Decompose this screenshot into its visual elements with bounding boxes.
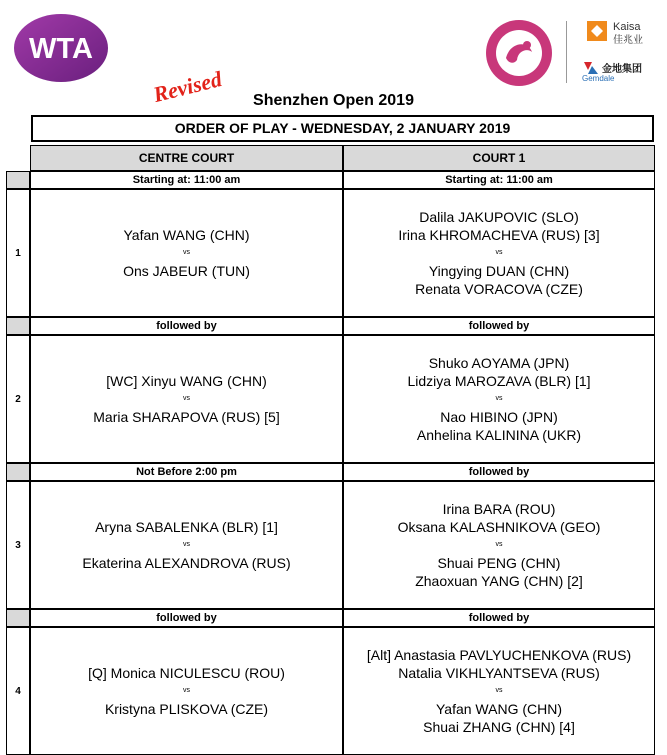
match-number: 1	[6, 189, 30, 317]
player-name: [WC] Xinyu WANG (CHN)	[106, 373, 267, 389]
wta-logo	[13, 12, 110, 85]
match-cell	[30, 335, 343, 463]
time-row-number-cell	[6, 463, 30, 481]
wta-logo-text: WTA	[29, 33, 93, 65]
match-row	[6, 627, 655, 755]
kaisa-cn-text: 佳兆业	[613, 35, 643, 46]
start-time-cell: followed by	[343, 463, 655, 481]
vs-label: vs	[183, 541, 190, 548]
start-time-cell: Starting at: 11:00 am	[30, 171, 343, 189]
start-time-cell: followed by	[30, 609, 343, 627]
schedule-grid	[6, 171, 655, 755]
court-header-court1: COURT 1	[343, 145, 655, 171]
player-name: Irina KHROMACHEVA (RUS) [3]	[398, 227, 600, 243]
kaisa-logo	[585, 18, 665, 48]
time-row	[6, 463, 655, 481]
player-name: Renata VORACOVA (CZE)	[415, 281, 583, 297]
court-header-centre: CENTRE COURT	[30, 145, 343, 171]
vs-label: vs	[495, 541, 503, 548]
vs-label: vs	[495, 687, 503, 694]
sponsor-divider	[566, 21, 567, 83]
time-row	[6, 171, 655, 189]
player-name: Shuai PENG (CHN)	[437, 555, 561, 571]
start-time-cell: followed by	[343, 317, 655, 335]
match-row	[6, 481, 655, 609]
match-row	[6, 335, 655, 463]
player-name: Yafan WANG (CHN)	[435, 701, 562, 717]
player-name: Anhelina KALININA (UKR)	[416, 427, 582, 443]
kaisa-text: Kaisa	[613, 21, 641, 33]
revised-text: Revised	[150, 66, 225, 102]
match-cell	[30, 189, 343, 317]
match-number: 2	[6, 335, 30, 463]
match-number: 4	[6, 627, 30, 755]
start-time-cell: Starting at: 11:00 am	[343, 171, 655, 189]
match-number: 3	[6, 481, 30, 609]
start-time-cell: followed by	[343, 609, 655, 627]
start-time-cell: followed by	[30, 317, 343, 335]
player-name: Shuko AOYAMA (JPN)	[428, 355, 570, 371]
order-of-play-banner: ORDER OF PLAY - WEDNESDAY, 2 JANUARY 2019	[31, 115, 654, 142]
vs-label: vs	[183, 395, 190, 402]
gemdale-text: Gemdale	[582, 74, 615, 82]
player-name: Shuai ZHANG (CHN) [4]	[423, 719, 575, 735]
time-row	[6, 317, 655, 335]
player-name: Nao HIBINO (JPN)	[440, 409, 558, 425]
time-row	[6, 609, 655, 627]
player-name: Aryna SABALENKA (BLR) [1]	[95, 519, 278, 535]
player-name: Oksana KALASHNIKOVA (GEO)	[397, 519, 601, 535]
gemdale-cn-text: 金地集团	[602, 64, 642, 75]
match-cell	[30, 627, 343, 755]
gemdale-logo	[580, 58, 665, 82]
time-row-number-cell	[6, 609, 30, 627]
player-name: Kristyna PLISKOVA (CZE)	[104, 701, 269, 717]
player-name: Ons JABEUR (TUN)	[123, 263, 250, 279]
vs-label: vs	[183, 687, 190, 694]
player-name: Ekaterina ALEXANDROVA (RUS)	[82, 555, 291, 571]
match-cell	[343, 189, 655, 317]
match-cell	[343, 481, 655, 609]
tournament-title: Shenzhen Open 2019	[253, 92, 414, 109]
shenzhen-open-emblem	[484, 18, 554, 88]
player-name: Yafan WANG (CHN)	[123, 227, 250, 243]
player-name: [Q] Monica NICULESCU (ROU)	[88, 665, 285, 681]
player-name: Maria SHARAPOVA (RUS) [5]	[93, 409, 280, 425]
vs-label: vs	[495, 395, 503, 402]
start-time-cell: Not Before 2:00 pm	[30, 463, 343, 481]
player-name: Zhaoxuan YANG (CHN) [2]	[415, 573, 583, 589]
match-cell	[343, 627, 655, 755]
time-row-number-cell	[6, 171, 30, 189]
player-name: Lidziya MAROZAVA (BLR) [1]	[407, 373, 591, 389]
vs-label: vs	[183, 249, 190, 256]
player-name: Irina BARA (ROU)	[442, 501, 556, 517]
player-name: Dalila JAKUPOVIC (SLO)	[419, 209, 579, 225]
player-name: [Alt] Anastasia PAVLYUCHENKOVA (RUS)	[366, 647, 632, 663]
vs-label: vs	[495, 249, 503, 256]
match-cell	[343, 335, 655, 463]
match-row	[6, 189, 655, 317]
player-name: Natalia VIKHLYANTSEVA (RUS)	[398, 665, 600, 681]
match-cell	[30, 481, 343, 609]
player-name: Yingying DUAN (CHN)	[428, 263, 570, 279]
time-row-number-cell	[6, 317, 30, 335]
